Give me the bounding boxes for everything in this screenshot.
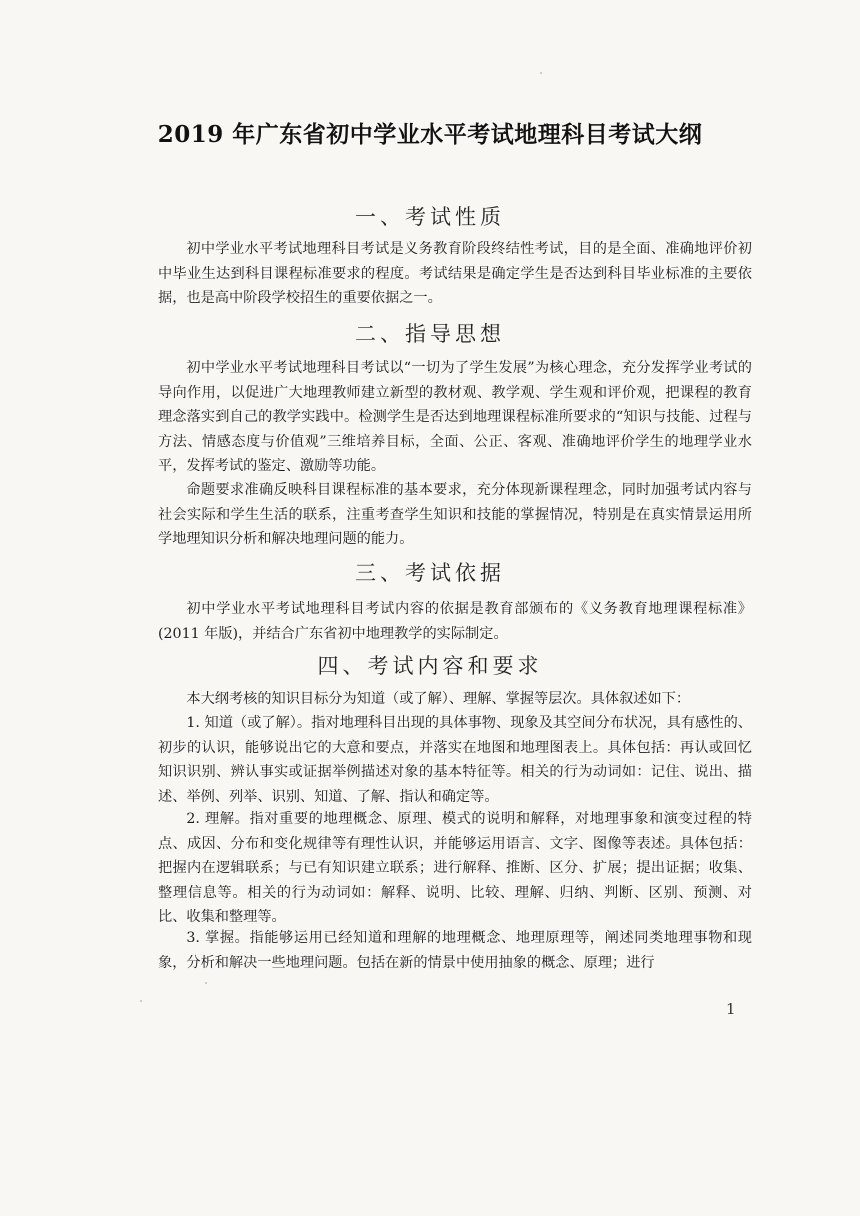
paragraph: 初中学业水平考试地理科目考试以“一切为了学生发展”为核心理念，充分发挥学业考试的导向作用，以促进广大地理教师建立新型的教材观、教学观、学生观和评价观，把课程的教育理念落实到自己的教学实践中。检测学生是否达到地理课程标准所要求的“知识与技能、过程与方法、情感态度与价值观”三维培养目标，全面、公正、客观、准确地评价学生的地理学业水平，发挥考试的鉴定、激励等功能。: [158, 360, 752, 475]
list-item-understand: 2. 理解。指对重要的地理概念、原理、模式的说明和解释，对地理事象和演变过程的特点、成因、分布和变化规律等有理性认识，并能够运用语言、文字、图像等表述。具体包括：把握内在逻辑联系；与已有知识建立联系；进行解释、推断、区分、扩展；提出证据；收集、整理信息等。相关的行为动词如：解释、说明、比较、理解、归纳、判断、区别、预测、对比、收集和整理等。: [158, 811, 752, 926]
paragraph: 本大纲考核的知识目标分为知道（或了解）、理解、掌握等层次。具体叙述如下：: [186, 691, 691, 707]
document-title: 2019 年广东省初中学业水平考试地理科目考试大纲: [157, 121, 703, 148]
page-number: 1: [726, 1000, 736, 1018]
section-heading-exam-basis: 三、考试依据: [355, 561, 505, 585]
scan-speck: [140, 1000, 142, 1002]
scan-speck: [205, 982, 207, 984]
scan-speck: [540, 72, 542, 74]
section-heading-guiding-ideology: 二、指导思想: [355, 322, 505, 346]
paragraph: 初中学业水平考试地理科目考试内容的依据是教育部颁布的《义务教育地理课程标准》(2011 年版)，并结合广东省初中地理教学的实际制定。: [158, 601, 752, 642]
paragraph: 命题要求准确反映科目课程标准的基本要求，充分体现新课程理念，同时加强考试内容与社会实际和学生生活的联系，注重考查学生知识和技能的掌握情况，特别是在真实情景运用所学地理知识分析和解决地理问题的能力。: [158, 482, 752, 548]
list-item-master: 3. 掌握。指能够运用已经知道和理解的地理概念、地理原理等，阐述同类地理事物和现象，分析和解决一些地理问题。包括在新的情景中使用抽象的概念、原理；进行: [158, 930, 752, 971]
section-heading-exam-nature: 一、考试性质: [355, 205, 505, 229]
section-heading-exam-content: 四、考试内容和要求: [317, 654, 543, 678]
paragraph: 初中学业水平考试地理科目考试是义务教育阶段终结性考试，目的是全面、准确地评价初中毕业生达到科目课程标准要求的程度。考试结果是确定学生是否达到科目毕业标准的主要依据，也是高中阶段学校招生的重要依据之一。: [158, 241, 752, 307]
list-item-know: 1. 知道（或了解）。指对地理科目出现的具体事物、现象及其空间分布状况，具有感性的、初步的认识，能够说出它的大意和要点，并落实在地图和地理图表上。具体包括：再认或回忆知识识别、辨认事实或证据举例描述对象的基本特征等。相关的行为动词如：记住、说出、描述、举例、列举、识别、知道、了解、指认和确定等。: [158, 715, 752, 805]
